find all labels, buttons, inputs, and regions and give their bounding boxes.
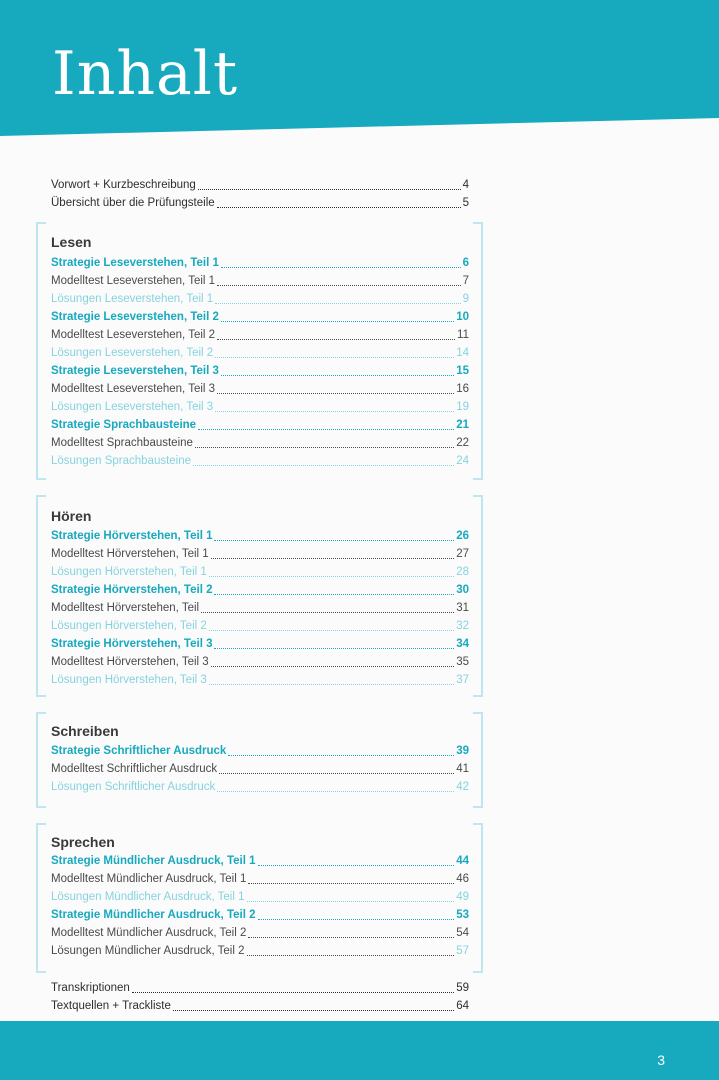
toc-entry[interactable]: [51, 652, 469, 670]
toc-entry[interactable]: [51, 544, 469, 562]
toc-entry-label: Modelltest Mündlicher Ausdruck, Teil 2: [51, 927, 247, 939]
toc-entry-label: Modelltest Schriftlicher Ausdruck: [51, 763, 218, 775]
dot-leader: [198, 429, 454, 430]
dot-leader: [201, 612, 454, 613]
toc-entry[interactable]: [51, 397, 469, 415]
section-bracket-left: [36, 222, 46, 480]
toc-entry-label: Lösungen Leseverstehen, Teil 1: [51, 293, 214, 305]
toc-entry-page: 16: [456, 383, 469, 395]
toc-entry[interactable]: [51, 343, 469, 361]
toc-entry[interactable]: [51, 253, 469, 271]
toc-entry-page: 53: [456, 909, 469, 921]
dot-leader: [248, 883, 454, 884]
toc-entry[interactable]: [51, 580, 469, 598]
toc-entry-page: 6: [462, 257, 469, 269]
dot-leader: [228, 755, 454, 756]
toc-entry-page: 42: [456, 781, 469, 793]
dot-leader: [209, 684, 454, 685]
toc-entry-page: 22: [456, 437, 469, 449]
section-heading-schreiben: Schreiben: [51, 723, 119, 739]
toc-entry-page: 31: [456, 602, 469, 614]
toc-entry[interactable]: [51, 271, 469, 289]
toc-entry-page: 30: [456, 584, 469, 596]
toc-entry[interactable]: [51, 869, 469, 887]
dot-leader: [248, 937, 454, 938]
dot-leader: [209, 630, 454, 631]
toc-entry-label: Lösungen Hörverstehen, Teil 3: [51, 674, 207, 686]
toc-entry-label: Modelltest Leseverstehen, Teil 3: [51, 383, 216, 395]
toc-entry-page: 15: [456, 365, 469, 377]
toc-entry[interactable]: [51, 851, 469, 869]
toc-entry-page: 27: [456, 548, 469, 560]
page-number: 3: [657, 1052, 665, 1068]
dot-leader: [173, 1010, 454, 1011]
toc-entry[interactable]: [51, 887, 469, 905]
toc-entry-label: Lösungen Schriftlicher Ausdruck: [51, 781, 216, 793]
toc-entry-page: 32: [456, 620, 469, 632]
toc-entry[interactable]: [51, 923, 469, 941]
dot-leader: [217, 339, 455, 340]
toc-entry[interactable]: [51, 759, 469, 777]
dot-leader: [221, 375, 454, 376]
toc-entry-page: 14: [456, 347, 469, 359]
toc-entry-page: 39: [456, 745, 469, 757]
dot-leader: [195, 447, 454, 448]
dot-leader: [217, 207, 461, 208]
dot-leader: [198, 189, 461, 190]
toc-entry-label: Lösungen Mündlicher Ausdruck, Teil 2: [51, 945, 245, 957]
section-bracket-right: [473, 823, 483, 973]
toc-entry[interactable]: [51, 634, 469, 652]
section-heading-hoeren: Hören: [51, 508, 92, 524]
dot-leader: [214, 648, 454, 649]
toc-entry-page: 4: [462, 179, 469, 191]
toc-entry-page: 44: [456, 855, 469, 867]
dot-leader: [132, 992, 454, 993]
toc-entry[interactable]: [51, 526, 469, 544]
toc-entry[interactable]: [51, 741, 469, 759]
toc-entry-page: 24: [456, 455, 469, 467]
toc-entry[interactable]: [51, 307, 469, 325]
toc-entry[interactable]: [51, 379, 469, 397]
toc-entry[interactable]: [51, 451, 469, 469]
toc-entry-label: Strategie Sprachbausteine: [51, 419, 197, 431]
dot-leader: [193, 465, 454, 466]
toc-entry-page: 7: [462, 275, 469, 287]
section-heading-lesen: Lesen: [51, 234, 92, 250]
toc-entry-page: 37: [456, 674, 469, 686]
toc-entry-label: Lösungen Leseverstehen, Teil 2: [51, 347, 214, 359]
toc-entry-label: Strategie Leseverstehen, Teil 2: [51, 311, 219, 323]
dot-leader: [215, 411, 454, 412]
toc-entry-label: Übersicht über die Prüfungsteile: [51, 197, 215, 209]
dot-leader: [211, 558, 455, 559]
toc-entry-label: Lösungen Hörverstehen, Teil 1: [51, 566, 207, 578]
toc-entry-label: Lösungen Mündlicher Ausdruck, Teil 1: [51, 891, 245, 903]
toc-entry-label: Lösungen Sprachbausteine: [51, 455, 192, 467]
toc-entry-page: 19: [456, 401, 469, 413]
toc-entry-transkriptionen[interactable]: [51, 978, 469, 996]
section-bracket-right: [473, 712, 483, 808]
section-bracket-left: [36, 823, 46, 973]
dot-leader: [211, 666, 455, 667]
toc-entry-label: Vorwort + Kurzbeschreibung: [51, 179, 196, 191]
toc-entry-page: 21: [456, 419, 469, 431]
toc-entry-label: Strategie Mündlicher Ausdruck, Teil 1: [51, 855, 256, 867]
toc-entry-label: Lösungen Hörverstehen, Teil 2: [51, 620, 207, 632]
toc-entry-page: 64: [456, 1000, 469, 1012]
toc-entry[interactable]: [51, 361, 469, 379]
toc-entry-page: 9: [462, 293, 469, 305]
toc-entry-page: 35: [456, 656, 469, 668]
toc-entry-page: 28: [456, 566, 469, 578]
section-bracket-right: [473, 222, 483, 480]
toc-entry[interactable]: [51, 941, 469, 959]
dot-leader: [219, 773, 454, 774]
toc-entry-page: 26: [456, 530, 469, 542]
toc-entry-page: 59: [456, 982, 469, 994]
toc-entry-label: Modelltest Mündlicher Ausdruck, Teil 1: [51, 873, 247, 885]
toc-entry-label: Modelltest Leseverstehen, Teil 1: [51, 275, 216, 287]
toc-entry-label: Lösungen Leseverstehen, Teil 3: [51, 401, 214, 413]
section-heading-sprechen: Sprechen: [51, 834, 115, 850]
dot-leader: [221, 321, 454, 322]
dot-leader: [215, 357, 454, 358]
toc-entry[interactable]: [51, 616, 469, 634]
toc-entry-textquellen[interactable]: [51, 996, 469, 1014]
toc-entry-page: 5: [462, 197, 469, 209]
toc-entry-label: Textquellen + Trackliste: [51, 1000, 171, 1012]
toc-entry[interactable]: [51, 777, 469, 795]
dot-leader: [209, 576, 454, 577]
toc-entry[interactable]: [51, 415, 469, 433]
toc-entry-label: Strategie Leseverstehen, Teil 3: [51, 365, 219, 377]
toc-entry-vorwort[interactable]: [51, 175, 469, 193]
toc-entry-label: Modelltest Hörverstehen, Teil 1: [51, 548, 209, 560]
toc-entry-page: 57: [456, 945, 469, 957]
dot-leader: [217, 791, 454, 792]
dot-leader: [247, 955, 455, 956]
dot-leader: [247, 901, 455, 902]
toc-entry-label: Strategie Hörverstehen, Teil 2: [51, 584, 213, 596]
toc-entry-label: Modelltest Hörverstehen, Teil 3: [51, 656, 209, 668]
toc-entry-label: Strategie Hörverstehen, Teil 3: [51, 638, 213, 650]
toc-entry[interactable]: [51, 670, 469, 688]
dot-leader: [217, 285, 461, 286]
toc-entry-label: Modelltest Sprachbausteine: [51, 437, 193, 449]
dot-leader: [215, 303, 460, 304]
toc-entry[interactable]: [51, 433, 469, 451]
toc-entry-label: Strategie Hörverstehen, Teil 1: [51, 530, 213, 542]
toc-entry-page: 10: [456, 311, 469, 323]
toc-entry[interactable]: [51, 325, 469, 343]
toc-entry-label: Strategie Leseverstehen, Teil 1: [51, 257, 219, 269]
toc-entry[interactable]: [51, 562, 469, 580]
toc-entry-page: 49: [456, 891, 469, 903]
section-bracket-left: [36, 495, 46, 697]
section-bracket-right: [473, 495, 483, 697]
toc-entry-page: 34: [456, 638, 469, 650]
toc-entry-label: Modelltest Hörverstehen, Teil: [51, 602, 200, 614]
toc-entry-uebersicht[interactable]: [51, 193, 469, 211]
toc-entry-label: Modelltest Leseverstehen, Teil 2: [51, 329, 216, 341]
toc-entry-label: Strategie Mündlicher Ausdruck, Teil 2: [51, 909, 256, 921]
toc-entry[interactable]: [51, 289, 469, 307]
toc-entry[interactable]: [51, 598, 469, 616]
toc-entry-page: 54: [456, 927, 469, 939]
dot-leader: [221, 267, 461, 268]
section-bracket-left: [36, 712, 46, 808]
toc-entry-page: 41: [456, 763, 469, 775]
dot-leader: [214, 594, 454, 595]
toc-entry-label: Transkriptionen: [51, 982, 130, 994]
dot-leader: [217, 393, 454, 394]
toc-entry-label: Strategie Schriftlicher Ausdruck: [51, 745, 227, 757]
dot-leader: [214, 540, 454, 541]
page-title: Inhalt: [52, 39, 239, 109]
footer-band: [0, 1021, 719, 1080]
toc-entry[interactable]: [51, 905, 469, 923]
toc-entry-page: 11: [457, 329, 469, 341]
dot-leader: [258, 919, 455, 920]
dot-leader: [258, 865, 455, 866]
toc-entry-page: 46: [456, 873, 469, 885]
